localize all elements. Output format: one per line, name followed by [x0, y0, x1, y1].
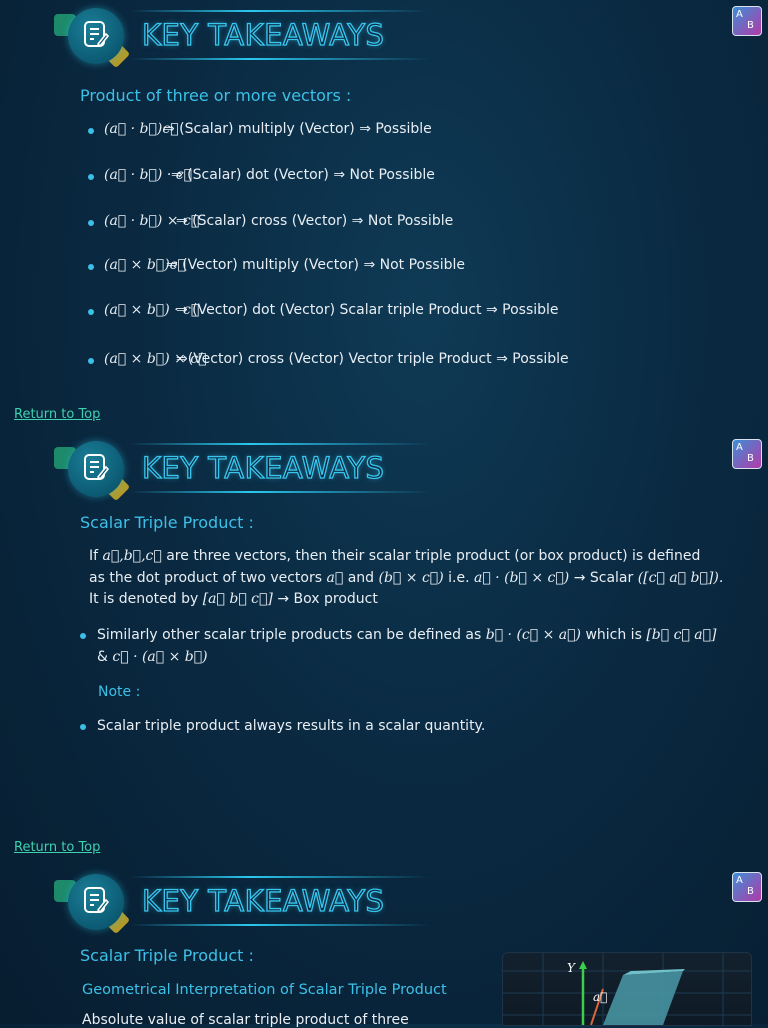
- paragraph-line: [89, 568, 723, 590]
- text: which is: [581, 627, 647, 643]
- math-expression: (b⃗ × c⃗): [378, 569, 444, 586]
- math-expression: c⃗ · (a⃗ × b⃗): [112, 648, 208, 665]
- y-axis-arrow-icon: [579, 961, 587, 969]
- section-title: KEY TAKEAWAYS: [142, 18, 385, 52]
- bullet-icon: [88, 264, 94, 270]
- text: Similarly other scalar triple products can be defined as: [97, 627, 486, 643]
- text: i.e.: [443, 569, 474, 586]
- bullet-icon: [88, 358, 94, 364]
- section-scalar-triple-product: [0, 433, 768, 863]
- text: → Box product: [272, 591, 378, 607]
- return-to-top-link[interactable]: Return to Top: [14, 407, 101, 422]
- bullet-icon: [88, 128, 94, 134]
- section-heading: Scalar Triple Product :: [80, 513, 254, 532]
- vector-expression: (a⃗ × b⃗)c⃗: [104, 257, 186, 273]
- parallelepiped-face: [603, 971, 683, 1025]
- list-item-text: ⇒ (Scalar) cross (Vector) ⇒ Not Possible: [176, 213, 454, 229]
- section-title: KEY TAKEAWAYS: [142, 451, 385, 485]
- vector-expression: (a⃗ · b⃗) · c⃗: [104, 167, 192, 183]
- y-axis-label: Y: [567, 961, 575, 975]
- note-label: Note :: [98, 684, 141, 700]
- text: &: [97, 648, 113, 665]
- vector-expression: (a⃗ · b⃗) × c⃗: [104, 213, 200, 229]
- list-item-text: ⇒ (Vector) multiply (Vector) ⇒ Not Possible: [166, 257, 465, 273]
- bullet-icon: [88, 309, 94, 315]
- math-expression: a⃗: [326, 569, 344, 586]
- text: It is denoted by: [89, 591, 203, 607]
- sub-heading: Geometrical Interpretation of Scalar Triple Product: [82, 982, 447, 998]
- list-item-text: Scalar triple product always results in a scalar quantity.: [97, 718, 486, 734]
- bullet-icon: [80, 633, 86, 639]
- definition-paragraph: [89, 546, 723, 611]
- section-heading: Scalar Triple Product :: [80, 946, 254, 965]
- notes-icon: [68, 441, 124, 497]
- key-takeaways-header: [50, 441, 430, 503]
- bullet-icon: [88, 220, 94, 226]
- text: and: [343, 569, 379, 586]
- list-item-text: ⇒(Vector) cross (Vector) Vector triple Product ⇒ Possible: [176, 351, 569, 367]
- app-corner-icon[interactable]: A B: [732, 439, 762, 469]
- diagram-svg: [503, 953, 751, 1025]
- vector-a-label: a⃗: [593, 990, 608, 1004]
- paragraph-line: [89, 589, 723, 611]
- section-heading: Product of three or more vectors :: [80, 86, 352, 105]
- key-takeaways-header: [50, 874, 430, 936]
- text: as the dot product of two vectors: [89, 569, 327, 586]
- parallelepiped-diagram: [502, 952, 752, 1026]
- text: are three vectors, then their scalar triple product (or box product) is defined: [161, 548, 701, 564]
- math-expression: [b⃗ c⃗ a⃗]: [646, 627, 717, 643]
- vector-expression: (a⃗ · b⃗)c⃗: [104, 121, 179, 137]
- list-item-text: ⇒ (Vector) dot (Vector) Scalar triple Product ⇒ Possible: [176, 302, 559, 318]
- math-expression: a⃗,b⃗,c⃗: [102, 548, 162, 564]
- key-takeaways-header: [50, 8, 430, 70]
- list-item-text: ⇒ (Scalar) multiply (Vector) ⇒ Possible: [163, 121, 432, 137]
- paragraph-line: [89, 546, 723, 568]
- header-glow-line: [130, 58, 430, 60]
- app-corner-icon[interactable]: A B: [732, 6, 762, 36]
- math-expression: ([c⃗ a⃗ b⃗]).: [637, 569, 724, 586]
- notes-icon: [68, 8, 124, 64]
- header-glow-line: [130, 443, 430, 445]
- notes-icon: [68, 874, 124, 930]
- app-corner-icon[interactable]: A B: [732, 872, 762, 902]
- bullet-icon: [88, 174, 94, 180]
- return-to-top-link[interactable]: Return to Top: [14, 840, 101, 855]
- section-product-of-vectors: [0, 0, 768, 430]
- list-item-text: ⇒ (Scalar) dot (Vector) ⇒ Not Possible: [171, 167, 435, 183]
- math-expression: a⃗ · (b⃗ × c⃗): [473, 569, 570, 586]
- vector-expression: (a⃗ × b⃗) · c⃗: [104, 302, 200, 318]
- section-title: KEY TAKEAWAYS: [142, 884, 385, 918]
- text: → Scalar: [569, 569, 638, 586]
- vector-expression: (a⃗ × b⃗) × c⃗: [104, 351, 207, 367]
- bullet-icon: [80, 724, 86, 730]
- header-glow-line: [130, 924, 430, 926]
- header-glow-line: [130, 876, 430, 878]
- header-glow-line: [130, 491, 430, 493]
- paragraph-text: Absolute value of scalar triple product of three: [82, 1012, 409, 1028]
- header-glow-line: [130, 10, 430, 12]
- math-expression: b⃗ · (c⃗ × a⃗): [485, 627, 581, 643]
- math-expression: [a⃗ b⃗ c⃗]: [202, 591, 273, 607]
- text: If: [89, 548, 103, 564]
